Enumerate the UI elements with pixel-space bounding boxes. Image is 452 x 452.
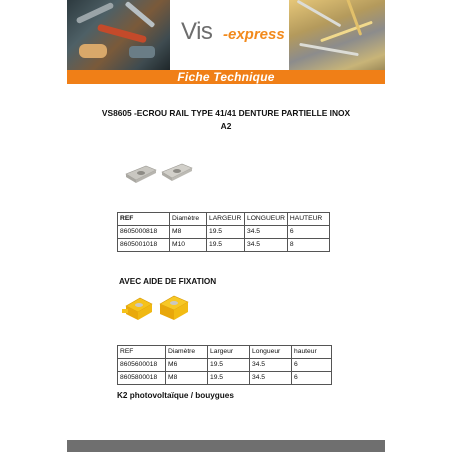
table-row xyxy=(118,226,330,239)
table-header-row xyxy=(118,346,332,359)
table-cell: 8605000818 xyxy=(118,226,170,239)
table-cell: 19.5 xyxy=(208,372,250,385)
table-row xyxy=(118,239,330,252)
table-row xyxy=(118,359,332,372)
table-header-cell: Diamètre xyxy=(166,346,208,359)
rail-nut-left xyxy=(126,166,156,183)
table-cell: 34.5 xyxy=(250,372,292,385)
clip-dimensions-table xyxy=(117,345,332,385)
table-cell: M8 xyxy=(170,226,207,239)
tools-photo xyxy=(67,0,170,70)
logo-suffix-text: -express xyxy=(223,26,285,43)
table-cell: 34.5 xyxy=(250,359,292,372)
table-cell: M10 xyxy=(170,239,207,252)
product-title: VS8605 -ECROU RAIL TYPE 41/41 DENTURE PARTIELLE INOX A2 xyxy=(101,108,351,131)
table-cell: 6 xyxy=(292,372,332,385)
table-header-row xyxy=(118,213,330,226)
footer-bar xyxy=(67,440,385,452)
table-cell: 19.5 xyxy=(208,359,250,372)
clip-nut-left xyxy=(122,298,152,320)
banner-title: Fiche Technique xyxy=(177,70,275,84)
table-header-cell: REF xyxy=(118,346,166,359)
rail-nut-right xyxy=(162,164,192,181)
table-cell: M8 xyxy=(166,372,208,385)
table-cell: 8 xyxy=(287,239,329,252)
table-header-cell: Longueur xyxy=(250,346,292,359)
table-header-cell: hauteur xyxy=(292,346,332,359)
table-cell: 6 xyxy=(292,359,332,372)
table-header-cell: Diamètre xyxy=(170,213,207,226)
rail-nut-clip-image xyxy=(122,294,192,324)
table-cell: 8605600018 xyxy=(118,359,166,372)
table-header-cell: LARGEUR xyxy=(207,213,245,226)
clip-nut-right xyxy=(160,296,188,320)
table-cell: 19.5 xyxy=(207,226,245,239)
table-cell: 34.5 xyxy=(245,226,288,239)
table-cell: 19.5 xyxy=(207,239,245,252)
table-cell: 8605800018 xyxy=(118,372,166,385)
dimensions-table xyxy=(117,212,330,252)
table-header-cell: LONGUEUR xyxy=(245,213,288,226)
rail-nut-image xyxy=(122,158,196,186)
table-header-cell: Largeur xyxy=(208,346,250,359)
table-cell: M6 xyxy=(166,359,208,372)
header-banner xyxy=(67,0,385,70)
table-header-cell: REF xyxy=(118,213,170,226)
vis-express-logo xyxy=(181,18,291,50)
logo-main-text: Vis xyxy=(181,18,213,45)
section-title-fixation: AVEC AIDE DE FIXATION xyxy=(119,277,217,286)
screws-photo xyxy=(289,0,385,70)
table-row xyxy=(118,372,332,385)
footnote: K2 photovoltaïque / bouygues xyxy=(117,391,234,400)
title-bar xyxy=(67,70,385,84)
table-cell: 6 xyxy=(287,226,329,239)
table-cell: 8605001018 xyxy=(118,239,170,252)
table-header-cell: HAUTEUR xyxy=(287,213,329,226)
table-cell: 34.5 xyxy=(245,239,288,252)
